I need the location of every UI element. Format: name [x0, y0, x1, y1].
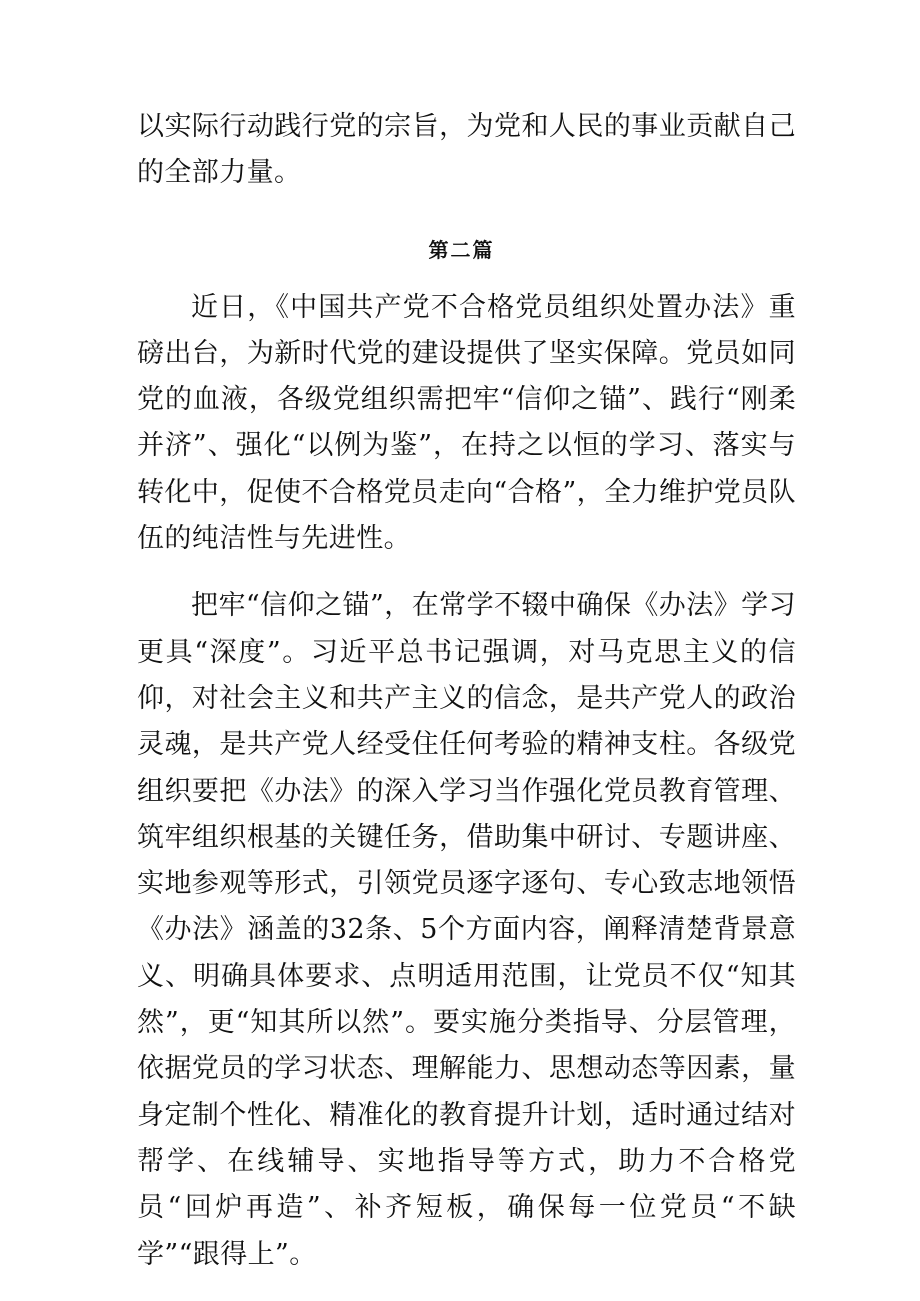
intro-paragraph: 以实际行动践行党的宗旨，为党和人民的事业贡献自己的全部力量。 [137, 111, 796, 189]
body-paragraph-1: 近日，《中国共产党不合格党员组织处置办法》重磅出台，为新时代党的建设提供了坚实保障。党员如同党的血液，各级党组织需把牢“信仰之锚”、践行“刚柔并济”、强化“以例为鉴”，在持之以恒的学习、落实与转化中，促使不合格党员走向“合格”，全力维护党员队伍的纯洁性与先进性。 [137, 291, 796, 555]
body-paragraph-2: 把牢“信仰之锚”，在常学不辍中确保《办法》学习更具“深度”。习近平总书记强调，对马克思主义的信仰，对社会主义和共产主义的信念，是共产党人的政治灵魂，是共产党人经受住任何考验的精神支柱。各级党组织要把《办法》的深入学习当作强化党员教育管理、筑牢组织根基的关键任务，借助集中研讨、专题讲座、实地参观等形式，引领党员逐字逐句、专心致志地领悟《办法》涵盖的32条、5个方面内容，阐释清楚背景意义、明确具体要求、点明适用范围，让党员不仅“知其然”，更“知其所以然”。要实施分类指导、分层管理，依据党员的学习状态、理解能力、思想动态等因素，量身定制个性化、精准化的教育提升计划，适时通过结对帮学、在线辅导、实地指导等方式，助力不合格党员“回炉再造”、补齐短板，确保每一位党员“不缺学”“跟得上”。 [137, 590, 796, 1270]
section-title: 第二篇 [428, 237, 495, 262]
